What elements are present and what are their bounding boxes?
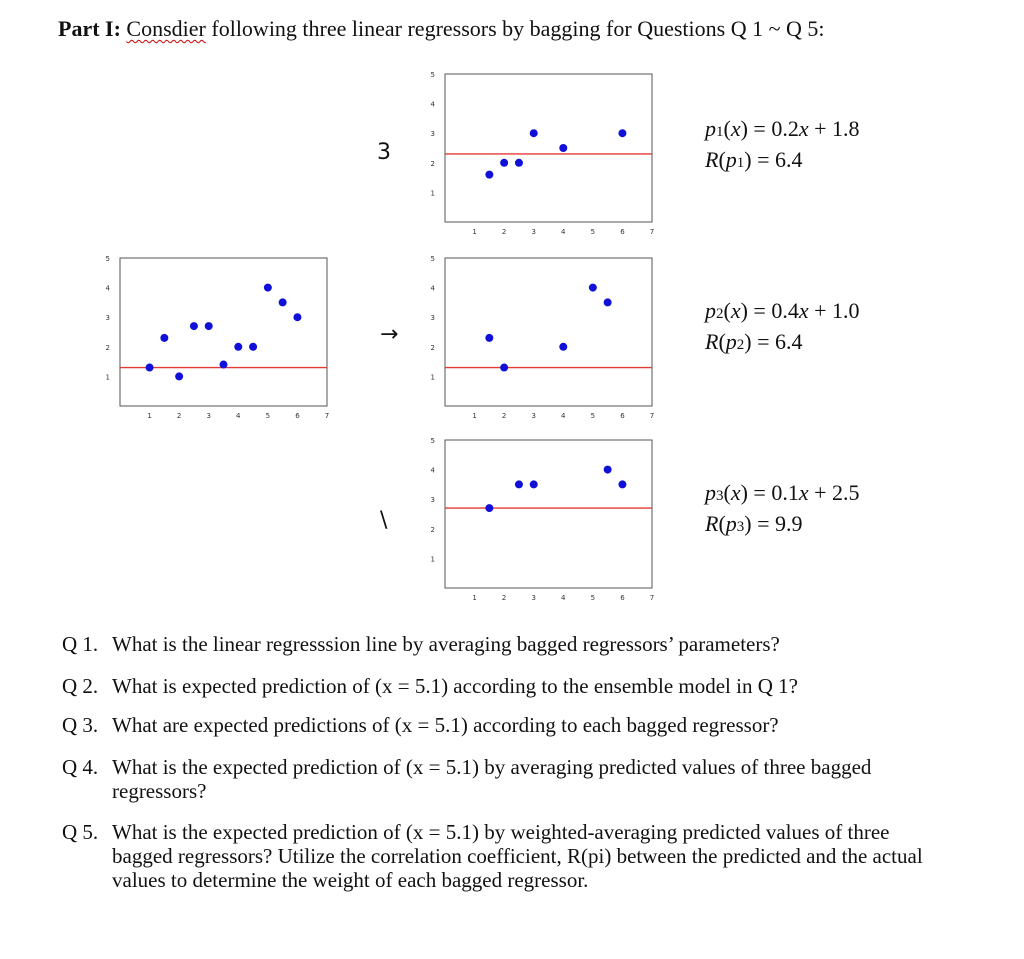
- plot-frame: [120, 258, 327, 406]
- data-point: [485, 334, 493, 342]
- part-label: Part I:: [58, 16, 121, 41]
- x-tick-label: 7: [649, 412, 655, 420]
- r-value-line-2: R(p2) = 6.4: [705, 329, 803, 354]
- y-tick-label: 1: [430, 189, 435, 198]
- x-tick-label: 3: [531, 594, 536, 602]
- data-point: [485, 504, 493, 512]
- arrow-middle: →: [380, 322, 399, 347]
- x-tick-label: 5: [590, 594, 596, 602]
- x-tick-label: 6: [295, 412, 300, 420]
- equation-line-1: p1(x) = 0.2x + 1.8: [705, 116, 860, 141]
- r-value-line-3: R(p3) = 9.9: [705, 511, 803, 536]
- y-tick-label: 1: [105, 373, 110, 382]
- x-tick-label: 1: [472, 412, 477, 420]
- y-tick-label: 3: [430, 314, 435, 323]
- data-point: [500, 364, 508, 372]
- plot-bag-2: [431, 255, 655, 420]
- x-tick-label: 4: [561, 594, 566, 602]
- data-point: [618, 480, 626, 488]
- y-tick-label: 1: [430, 373, 435, 382]
- data-point: [264, 284, 272, 292]
- x-tick-label: 3: [206, 412, 211, 420]
- x-tick-label: 5: [590, 228, 596, 236]
- data-point: [589, 284, 597, 292]
- equation-block-3: [705, 479, 860, 541]
- data-point: [559, 144, 567, 152]
- y-tick-label: 5: [430, 255, 435, 263]
- data-point: [160, 334, 168, 342]
- x-tick-label: 1: [472, 228, 477, 236]
- equation-line-3: p3(x) = 0.1x + 2.5: [705, 480, 860, 505]
- plot-original: [106, 255, 330, 420]
- y-tick-label: 4: [430, 284, 435, 293]
- data-point: [293, 313, 301, 321]
- r-value-line-1: R(p1) = 6.4: [705, 147, 803, 172]
- x-tick-label: 7: [324, 412, 330, 420]
- x-tick-label: 2: [501, 228, 507, 236]
- y-tick-label: 2: [430, 343, 435, 352]
- data-point: [146, 364, 154, 372]
- y-tick-label: 4: [105, 284, 110, 293]
- x-tick-label: 4: [561, 412, 566, 420]
- data-point: [530, 480, 538, 488]
- x-tick-label: 3: [531, 228, 536, 236]
- x-tick-label: 3: [531, 412, 536, 420]
- x-tick-label: 1: [472, 594, 477, 602]
- y-tick-label: 3: [105, 314, 110, 323]
- data-point: [279, 298, 287, 306]
- plot-bag-1: [431, 71, 655, 236]
- y-tick-label: 2: [430, 159, 435, 168]
- y-tick-label: 2: [430, 525, 435, 534]
- question-3: Q 3. What are expected predictions of (x = 5.1) according to each bagged regressor?: [62, 713, 779, 737]
- x-tick-label: 5: [590, 412, 596, 420]
- plot-frame: [445, 258, 652, 406]
- equation-block-2: [705, 297, 860, 359]
- data-point: [604, 466, 612, 474]
- data-point: [515, 480, 523, 488]
- data-point: [234, 343, 242, 351]
- data-point: [205, 322, 213, 330]
- x-tick-label: 2: [176, 412, 182, 420]
- x-tick-label: 4: [236, 412, 241, 420]
- y-tick-label: 1: [430, 555, 435, 564]
- question-5: Q 5. What is the expected prediction of (x = 5.1) by weighted-averaging predicted values of three bagged regressors? Utilize the correlation coefficient, R(pi) between the predicted and the actual values to determine the weight of each bagged regressor.: [62, 820, 923, 892]
- equation-block-1: [705, 115, 860, 177]
- data-point: [190, 322, 198, 330]
- data-point: [220, 361, 228, 369]
- x-tick-label: 5: [265, 412, 271, 420]
- question-2: Q 2. What is expected prediction of (x = 5.1) according to the ensemble model in Q 1?: [62, 674, 798, 698]
- y-tick-label: 5: [105, 255, 110, 263]
- plot-frame: [445, 440, 652, 588]
- data-point: [175, 372, 183, 380]
- question-4: Q 4. What is the expected prediction of (x = 5.1) by averaging predicted values of three bagged regressors?: [62, 755, 872, 803]
- x-tick-label: 4: [561, 228, 566, 236]
- data-point: [604, 298, 612, 306]
- x-tick-label: 6: [620, 594, 625, 602]
- y-tick-label: 5: [430, 71, 435, 79]
- data-point: [515, 159, 523, 167]
- x-tick-label: 6: [620, 228, 625, 236]
- data-point: [249, 343, 257, 351]
- y-tick-label: 3: [430, 130, 435, 139]
- arrow-top: 3: [377, 140, 391, 165]
- data-point: [530, 129, 538, 137]
- question-1: Q 1. What is the linear regresssion line by averaging bagged regressors’ parameters?: [62, 632, 780, 656]
- y-tick-label: 5: [430, 437, 435, 445]
- x-tick-label: 6: [620, 412, 625, 420]
- data-point: [485, 171, 493, 179]
- y-tick-label: 4: [430, 466, 435, 475]
- x-tick-label: 7: [649, 228, 655, 236]
- y-tick-label: 3: [430, 496, 435, 505]
- x-tick-label: 1: [147, 412, 152, 420]
- arrow-bottom: \: [380, 508, 388, 533]
- plot-bag-3: [431, 437, 655, 602]
- data-point: [500, 159, 508, 167]
- x-tick-label: 2: [501, 594, 507, 602]
- x-tick-label: 7: [649, 594, 655, 602]
- data-point: [618, 129, 626, 137]
- x-tick-label: 2: [501, 412, 507, 420]
- y-tick-label: 2: [105, 343, 110, 352]
- misspelled-word: Consdier: [126, 16, 206, 41]
- heading-text: following three linear regressors by bagging for Questions Q 1 ~ Q 5:: [211, 16, 825, 41]
- y-tick-label: 4: [430, 100, 435, 109]
- data-point: [559, 343, 567, 351]
- equation-line-2: p2(x) = 0.4x + 1.0: [705, 298, 860, 323]
- plot-frame: [445, 74, 652, 222]
